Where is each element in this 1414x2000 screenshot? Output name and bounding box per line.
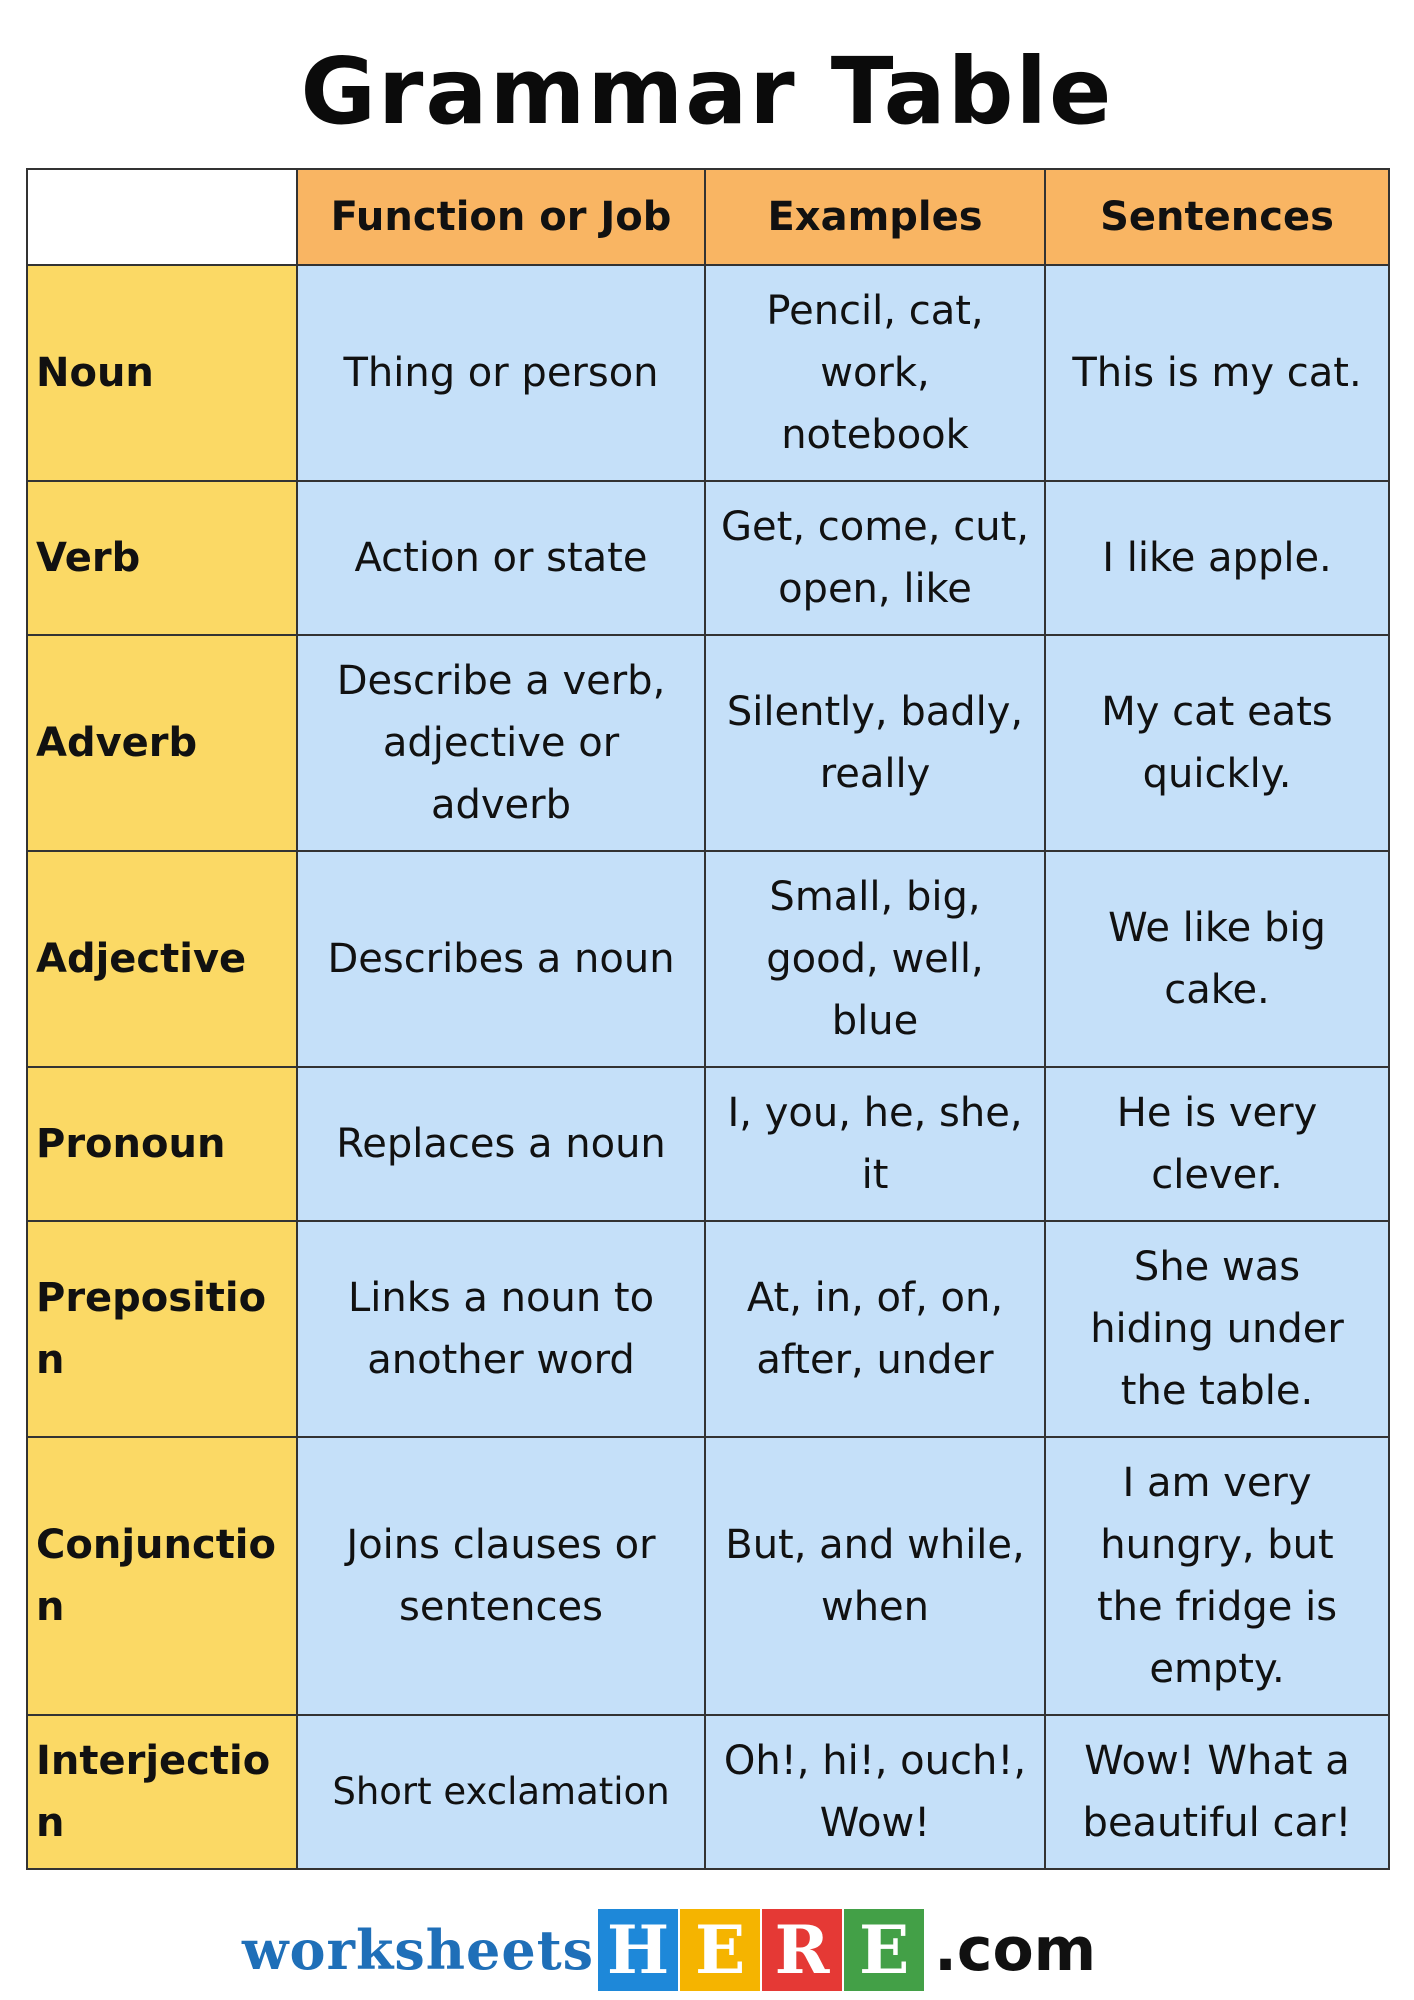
sentence-cell: This is my cat. [1045,265,1389,481]
table-row [27,1437,1389,1715]
sentence-cell: Wow! What a beautiful car! [1045,1715,1389,1869]
sentence-cell: I am very hungry, but the fridge is empty. [1045,1437,1389,1715]
function-cell: Short exclamation [297,1715,705,1869]
part-of-speech-cell: Noun [27,265,297,481]
examples-cell: Small, big, good, well, blue [705,851,1045,1067]
sentence-cell: He is very clever. [1045,1067,1389,1221]
page-title: Grammar Table [300,38,1114,145]
examples-cell: Silently, badly, really [705,635,1045,851]
function-cell: Joins clauses or sentences [297,1437,705,1715]
examples-cell: At, in, of, on, after, under [705,1221,1045,1437]
table-row [27,481,1389,635]
examples-cell: I, you, he, she, it [705,1067,1045,1221]
examples-cell: Get, come, cut, open, like [705,481,1045,635]
sentence-cell: I like apple. [1045,481,1389,635]
part-of-speech-cell: Interjection [27,1715,297,1869]
header-examples: Examples [705,169,1045,265]
header-sentences: Sentences [1045,169,1389,265]
header-corner-cell [27,169,297,265]
logo-tile-e: E [680,1909,760,1991]
function-cell: Links a noun to another word [297,1221,705,1437]
part-of-speech-cell: Pronoun [27,1067,297,1221]
examples-cell: Oh!, hi!, ouch!, Wow! [705,1715,1045,1869]
logo-word: worksheets [242,1918,595,1982]
part-of-speech-cell: Verb [27,481,297,635]
table-row [27,1715,1389,1869]
examples-cell: But, and while, when [705,1437,1045,1715]
table-row [27,1067,1389,1221]
table-row [27,265,1389,481]
grammar-table [26,168,1390,1870]
logo-tile-e2: E [844,1909,924,1991]
logo-suffix: .com [934,1915,1097,1985]
function-cell: Describes a noun [297,851,705,1067]
table-row [27,851,1389,1067]
logo-tile-r: R [762,1909,842,1991]
site-logo [242,1908,1096,1992]
function-cell: Describe a verb, adjective or adverb [297,635,705,851]
part-of-speech-cell: Adverb [27,635,297,851]
function-cell: Thing or person [297,265,705,481]
sentence-cell: She was hiding under the table. [1045,1221,1389,1437]
sentence-cell: My cat eats quickly. [1045,635,1389,851]
table-row [27,1221,1389,1437]
table-row [27,635,1389,851]
header-function: Function or Job [297,169,705,265]
function-cell: Replaces a noun [297,1067,705,1221]
sentence-cell: We like big cake. [1045,851,1389,1067]
table-header-row [27,169,1389,265]
part-of-speech-cell: Preposition [27,1221,297,1437]
examples-cell: Pencil, cat, work, notebook [705,265,1045,481]
part-of-speech-cell: Adjective [27,851,297,1067]
function-cell: Action or state [297,481,705,635]
part-of-speech-cell: Conjunction [27,1437,297,1715]
logo-tile-h: H [598,1909,678,1991]
